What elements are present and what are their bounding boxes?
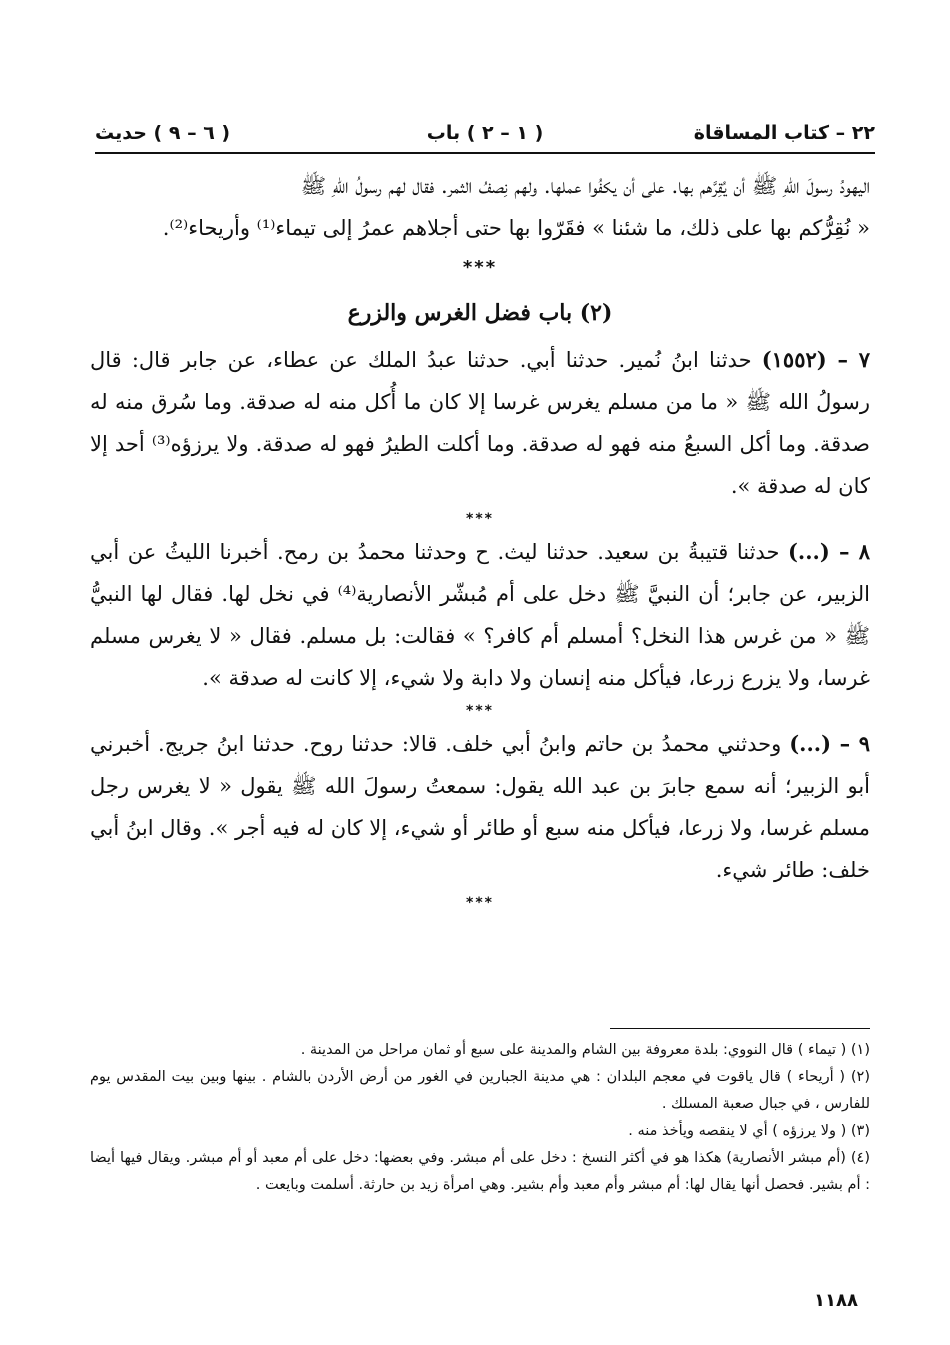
chapter-range: ( ١ – ٢ ) باب bbox=[426, 122, 544, 144]
hadith-7-number: ٧ – (١٥٥٢) bbox=[761, 347, 871, 372]
footnote-1: (١) ( تيماء ) قال النووي: بلدة معروفة بين الشام والمدينة على سبع أو ثمان مراحل من المدينة . bbox=[300, 1042, 870, 1058]
book-page-title: ٢٢ – كتاب المساقاة bbox=[693, 122, 875, 144]
footnote-divider bbox=[610, 1028, 870, 1029]
footnote-4: (٤) (أم مبشر الأنصارية) هكذا هو في أكثر النسخ : دخل على أم مبشر. وفي بعضها: دخل على أم معبد أو أم مبشر. ويقال فيها أيضا : أم بشير. فحصل أنها يقال لها: أم مبشر وأم معبد وأم بشير. وهي امرأة زيد بن حارثة. أسلمت وبايعت . bbox=[90, 1150, 870, 1193]
page-number: ١١٨٨ bbox=[814, 1290, 858, 1311]
hadith-9-number: ٩ – (...) bbox=[789, 731, 870, 756]
running-header bbox=[95, 118, 875, 154]
hadith-9 bbox=[90, 723, 870, 891]
hadith-range: ( ٦ – ٩ ) حديث bbox=[95, 122, 231, 144]
footnote-2: (٢) ( أريحاء ) قال ياقوت في معجم البلدان : هي مدينة الجبارين في الغور من أرض الأردن بالشام . بينها وبين بيت المقدس يوم للفارس ، في جبال صعبة المسلك . bbox=[90, 1069, 870, 1112]
hadith-8-text: حدثنا قتيبةُ بن سعيد. حدثنا ليث. ح وحدثنا محمدُ بن رمح. أخبرنا الليثُ عن أبي الزبير، عن جابر؛ أن النبيَّ ﷺ دخل على أم مُبشّر الأنصارية⁽⁴⁾ في نخل لها. فقال لها النبيُّ ﷺ « من غرس هذا النخل؟ أمسلم أم كافر؟ » فقالت: بل مسلم. فقال « لا يغرس مسلم غرسا، ولا يزرع زرعا، فيأكل منه إنسان ولا دابة ولا شيء، إلا كانت له صدقة ». bbox=[90, 540, 870, 690]
chapter-heading: (٢) باب فضل الغرس والزرع bbox=[347, 300, 613, 326]
hadith-9-text: وحدثني محمدُ بن حاتم وابنُ أبي خلف. قالا: حدثنا روح. حدثنا ابنُ جريج. أخبرني أبو الزبير؛ أنه سمع جابرَ بن عبد الله يقول: سمعتُ رسولَ الله ﷺ يقول « لا يغرس رجل مسلم غرسا، ولا زرعا، فيأكل منه سبع أو طائر أو شيء، إلا كان له فيه أجر ». وقال ابنُ أبي خلف: طائر شيء. bbox=[90, 732, 870, 882]
hadith-7 bbox=[90, 339, 870, 507]
continued-text-line-2: « نُقِرُّكم بها على ذلك، ما شئنا » فقَرّوا بها حتى أجلاهم عمرُ إلى تيماء⁽¹⁾ وأريحاء⁽²⁾. bbox=[162, 216, 870, 240]
header-divider bbox=[95, 152, 875, 154]
main-text bbox=[90, 165, 870, 915]
continued-text-line-1: اليهودُ رسولَ اللهِ ﷺ أن يُقِرَّهم بها. على أن يكفُوا عملها. ولهم نِصفُ الثمر. فقال لهم رسولُ اللهِ ﷺ bbox=[300, 174, 870, 198]
footnote-3: (٣) ( ولا يرزؤه ) أي لا ينقصه ويأخذ منه . bbox=[628, 1123, 870, 1139]
hadith-separator: *** bbox=[466, 511, 494, 527]
section-separator: *** bbox=[462, 257, 498, 278]
hadith-7-text: حدثنا ابنُ نُمير. حدثنا أبي. حدثنا عبدُ الملك عن عطاء، عن جابر قال: قال رسولُ الله ﷺ « ما من مسلم يغرس غرسا إلا كان ما أُكل منه له صدقة. وما سُرق منه له صدقة. وما أكل السبعُ منه فهو له صدقة. وما أكلت الطيرُ فهو له صدقة. ولا يرزؤه⁽³⁾ أحد إلا كان له صدقة ». bbox=[90, 348, 870, 498]
hadith-8 bbox=[90, 531, 870, 699]
hadith-separator: *** bbox=[466, 895, 494, 911]
hadith-separator: *** bbox=[466, 703, 494, 719]
hadith-8-number: ٨ – (...) bbox=[788, 539, 870, 564]
footnotes bbox=[90, 1037, 870, 1199]
